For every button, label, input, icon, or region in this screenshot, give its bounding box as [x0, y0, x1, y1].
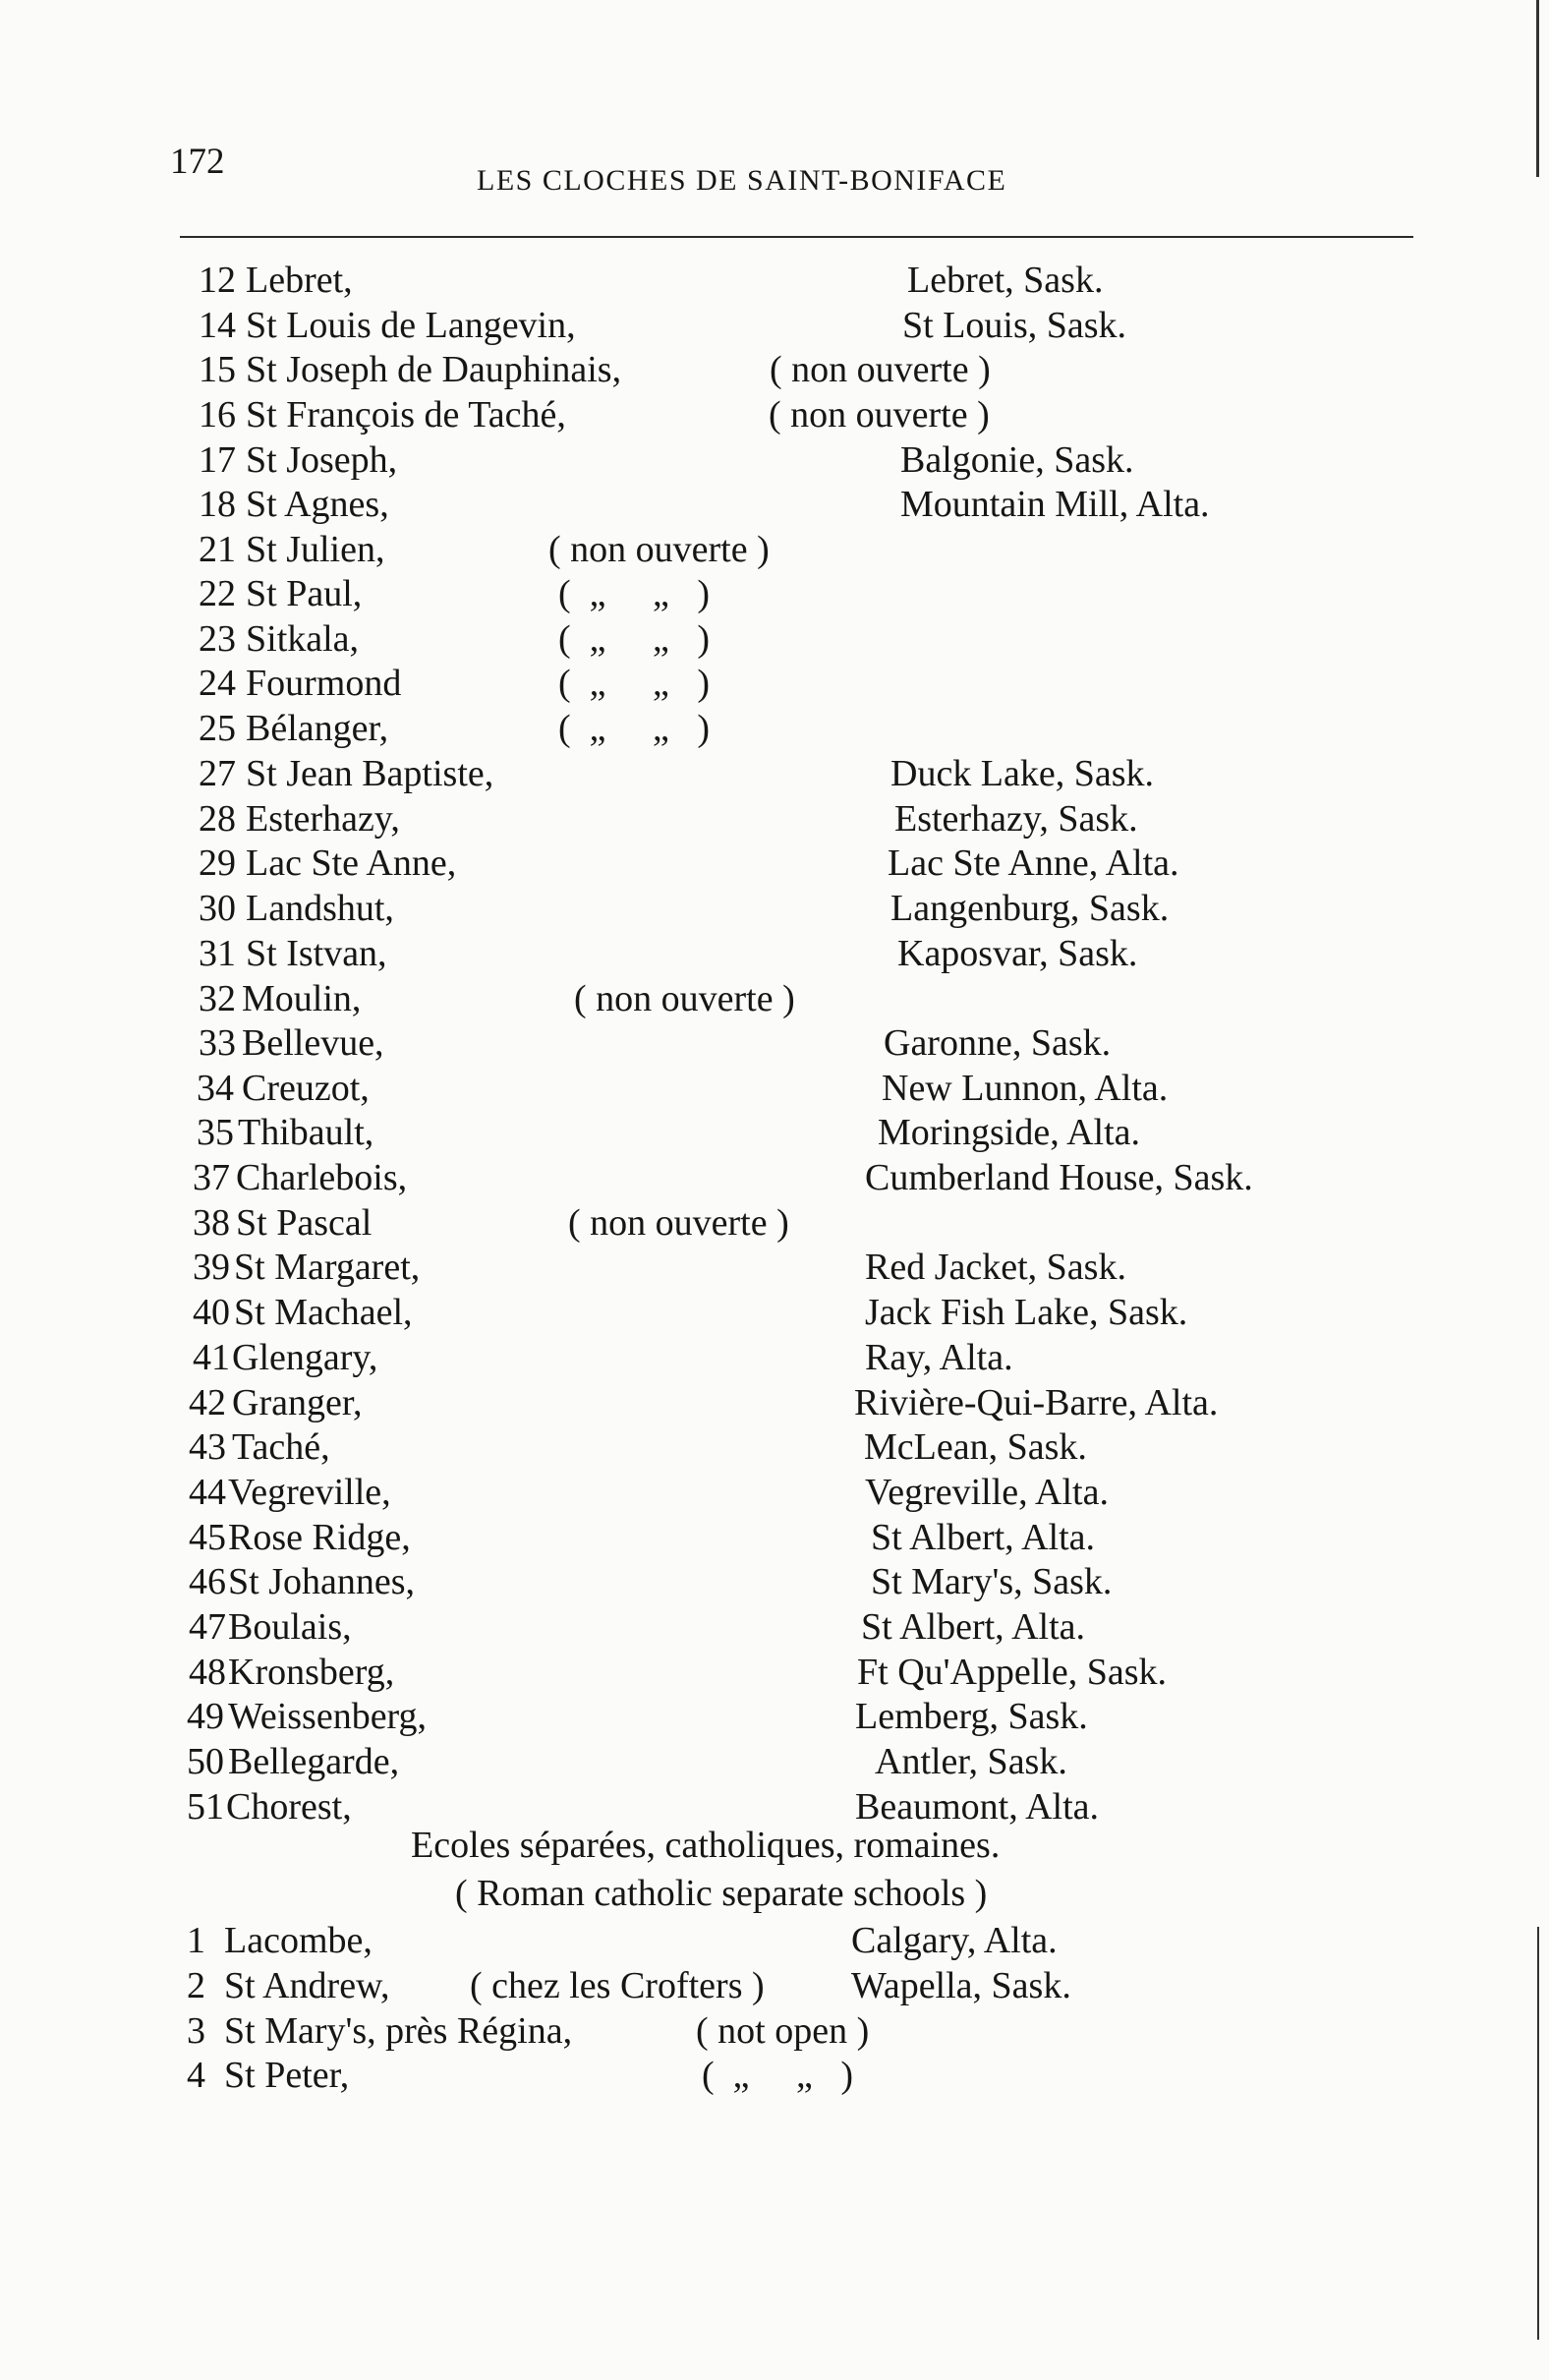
school-number: 32: [199, 978, 236, 1019]
school-number: 15: [199, 349, 236, 390]
school-location: Wapella, Sask.: [851, 1965, 1071, 2006]
school-name: Chorest,: [226, 1786, 352, 1828]
school-name: St Agnes,: [246, 484, 389, 525]
school-name: St Pascal: [236, 1202, 373, 1244]
school-name: Landshut,: [246, 888, 394, 929]
school-location: Beaumont, Alta.: [855, 1786, 1100, 1828]
school-number: 25: [199, 708, 236, 749]
school-number: 4: [187, 2055, 205, 2096]
school-status-note: ( non ouverte ): [568, 1202, 789, 1244]
school-name: Bélanger,: [246, 708, 389, 749]
school-location: Cumberland House, Sask.: [865, 1157, 1253, 1198]
school-location: Ft Qu'Appelle, Sask.: [857, 1652, 1168, 1693]
school-number: 42: [189, 1382, 226, 1423]
school-name: Esterhazy,: [246, 798, 400, 840]
school-status-note: ( „ „ ): [558, 573, 711, 614]
school-number: 40: [193, 1292, 230, 1333]
school-number: 17: [199, 439, 236, 481]
school-number: 2: [187, 1965, 205, 2006]
school-name: St Joseph,: [246, 439, 398, 481]
school-name: Lebret,: [246, 260, 353, 301]
school-name: Lacombe,: [224, 1920, 373, 1961]
school-number: 45: [189, 1517, 226, 1558]
school-location: Calgary, Alta.: [851, 1920, 1058, 1961]
school-name: Boulais,: [228, 1606, 352, 1648]
school-status-note: ( non ouverte ): [574, 978, 795, 1019]
school-location: Rivière-Qui-Barre, Alta.: [854, 1382, 1219, 1423]
school-number: 46: [189, 1561, 226, 1602]
school-name: St Andrew,: [224, 1965, 390, 2006]
school-number: 23: [199, 618, 236, 660]
school-number: 12: [199, 260, 236, 301]
school-name: Glengary,: [232, 1337, 378, 1378]
school-number: 16: [199, 394, 236, 435]
school-location: St Albert, Alta.: [871, 1517, 1095, 1558]
page-number: 172: [170, 142, 225, 182]
school-number: 1: [187, 1920, 205, 1961]
school-name: St Joseph de Dauphinais,: [246, 349, 622, 390]
school-number: 47: [189, 1606, 226, 1648]
school-name: St Paul,: [246, 573, 363, 614]
school-name: Fourmond: [246, 663, 402, 704]
school-name: Granger,: [232, 1382, 363, 1423]
school-name: Creuzot,: [242, 1068, 370, 1109]
school-number: 50: [187, 1741, 224, 1782]
school-name: Sitkala,: [246, 618, 360, 660]
school-name: Rose Ridge,: [228, 1517, 411, 1558]
school-number: 22: [199, 573, 236, 614]
separate-schools-heading: Ecoles séparées, catholiques, romaines.: [411, 1825, 1001, 1866]
school-location: Kaposvar, Sask.: [897, 933, 1138, 974]
school-location: Antler, Sask.: [875, 1741, 1067, 1782]
school-location: Moringside, Alta.: [878, 1112, 1141, 1153]
running-title: LES CLOCHES DE SAINT-BONIFACE: [477, 164, 1007, 197]
school-number: 35: [197, 1112, 234, 1153]
school-location: St Mary's, Sask.: [871, 1561, 1113, 1602]
school-number: 27: [199, 753, 236, 794]
school-name: St Mary's, près Régina,: [224, 2010, 573, 2052]
school-status-note: ( non ouverte ): [548, 529, 770, 570]
school-number: 48: [189, 1652, 226, 1693]
school-status-note: ( non ouverte ): [769, 394, 990, 435]
school-number: 21: [199, 529, 236, 570]
school-name: Moulin,: [242, 978, 362, 1019]
school-name: Weissenberg,: [228, 1696, 428, 1737]
school-name: St Jean Baptiste,: [246, 753, 494, 794]
school-name: Taché,: [232, 1426, 330, 1468]
school-status-note: ( „ „ ): [558, 618, 711, 660]
school-name: St Peter,: [224, 2055, 350, 2096]
school-status-note: ( „ „ ): [558, 663, 711, 704]
school-name: Kronsberg,: [228, 1652, 395, 1693]
school-number: 31: [199, 933, 236, 974]
page-edge-mark: [1536, 0, 1539, 177]
school-location: Vegreville, Alta.: [865, 1472, 1109, 1513]
school-location: Lac Ste Anne, Alta.: [888, 842, 1179, 884]
school-location: Red Jacket, Sask.: [865, 1247, 1126, 1288]
school-status-note: ( chez les Crofters ): [470, 1965, 765, 2006]
header-rule: [180, 236, 1413, 238]
school-location: Lemberg, Sask.: [855, 1696, 1088, 1737]
school-name: Bellevue,: [242, 1022, 384, 1064]
school-number: 51: [187, 1786, 224, 1828]
school-number: 41: [193, 1337, 230, 1378]
school-name: Vegreville,: [228, 1472, 391, 1513]
school-location: Ray, Alta.: [865, 1337, 1013, 1378]
school-number: 24: [199, 663, 236, 704]
school-name: Charlebois,: [236, 1157, 408, 1198]
school-number: 43: [189, 1426, 226, 1468]
school-number: 29: [199, 842, 236, 884]
school-name: St Machael,: [234, 1292, 413, 1333]
school-name: St François de Taché,: [246, 394, 566, 435]
school-location: Duck Lake, Sask.: [890, 753, 1155, 794]
school-name: Lac Ste Anne,: [246, 842, 457, 884]
school-number: 30: [199, 888, 236, 929]
school-number: 33: [199, 1022, 236, 1064]
school-number: 38: [193, 1202, 230, 1244]
school-name: St Istvan,: [246, 933, 387, 974]
school-location: Langenburg, Sask.: [890, 888, 1170, 929]
school-location: St Albert, Alta.: [861, 1606, 1085, 1648]
school-name: Thibault,: [238, 1112, 374, 1153]
school-number: 18: [199, 484, 236, 525]
school-location: Mountain Mill, Alta.: [900, 484, 1210, 525]
school-status-note: ( „ „ ): [558, 708, 711, 749]
school-name: St Margaret,: [234, 1247, 421, 1288]
school-name: St Johannes,: [228, 1561, 415, 1602]
separate-schools-subheading: ( Roman catholic separate schools ): [455, 1873, 988, 1914]
school-status-note: ( „ „ ): [702, 2055, 854, 2096]
school-number: 37: [193, 1157, 230, 1198]
school-location: Lebret, Sask.: [907, 260, 1104, 301]
school-number: 14: [199, 305, 236, 346]
school-number: 44: [189, 1472, 226, 1513]
school-location: Jack Fish Lake, Sask.: [865, 1292, 1188, 1333]
school-location: Esterhazy, Sask.: [894, 798, 1138, 840]
school-number: 39: [193, 1247, 230, 1288]
school-number: 34: [197, 1068, 234, 1109]
page-edge-mark: [1537, 1927, 1539, 2340]
school-location: New Lunnon, Alta.: [882, 1068, 1169, 1109]
school-number: 3: [187, 2010, 205, 2052]
school-location: Balgonie, Sask.: [900, 439, 1134, 481]
school-name: Bellegarde,: [228, 1741, 400, 1782]
school-location: McLean, Sask.: [864, 1426, 1087, 1468]
school-location: Garonne, Sask.: [884, 1022, 1112, 1064]
school-status-note: ( non ouverte ): [770, 349, 991, 390]
school-name: St Julien,: [246, 529, 385, 570]
school-number: 28: [199, 798, 236, 840]
school-number: 49: [187, 1696, 224, 1737]
school-status-note: ( not open ): [696, 2010, 870, 2052]
school-location: St Louis, Sask.: [902, 305, 1127, 346]
school-name: St Louis de Langevin,: [246, 305, 576, 346]
